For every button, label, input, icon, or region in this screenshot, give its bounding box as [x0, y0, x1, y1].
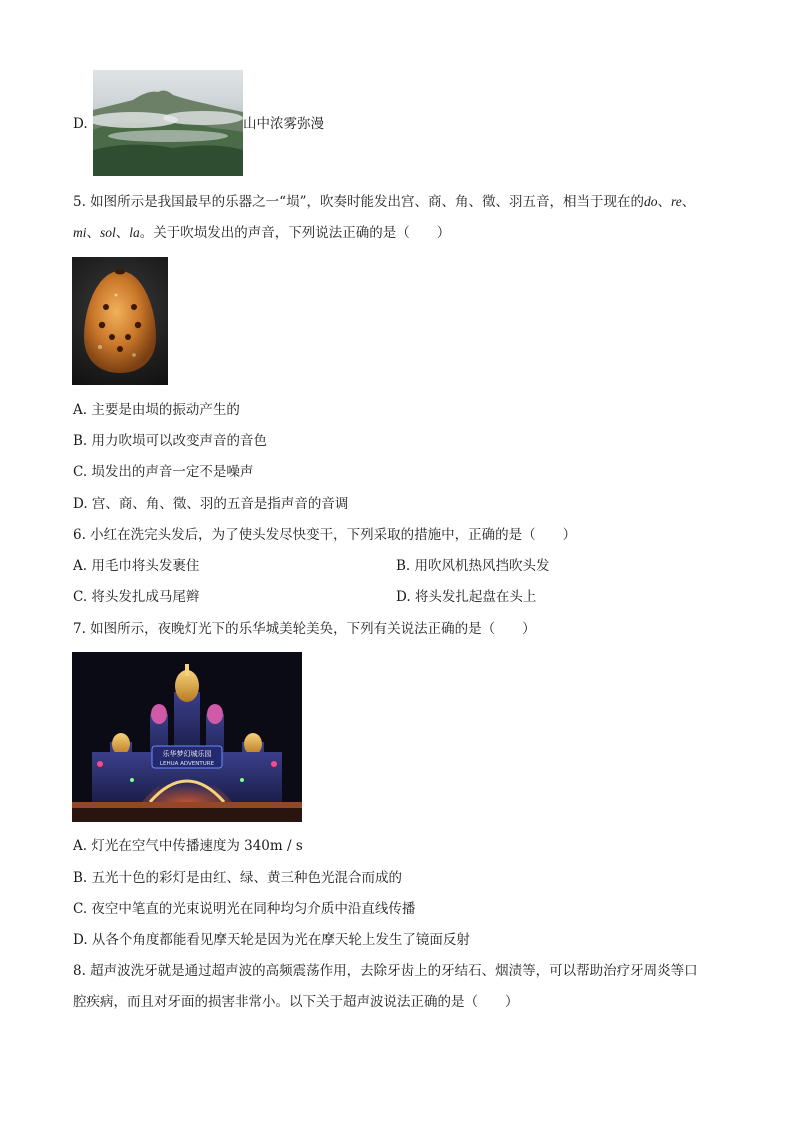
q4-option-d-label: D.: [73, 116, 88, 132]
q5-stem-line1: [73, 193, 695, 211]
q5-note-sol: sol: [100, 225, 116, 240]
q5-stem-suffix: 。关于吹埙发出的声音，下列说法正确的是（ ）: [139, 225, 451, 241]
mountain-fog-image: [93, 70, 243, 176]
q5-sep: 、: [681, 194, 696, 210]
q6-option-c: C. 将头发扎成马尾辫: [73, 589, 200, 605]
xun-instrument-image: [72, 257, 168, 385]
q7-option-c: C. 夜空中笔直的光束说明光在同种均匀介质中沿直线传播: [73, 901, 416, 917]
q4-option-d-text: 山中浓雾弥漫: [243, 116, 324, 132]
q6-stem: 6. 小红在洗完头发后，为了使头发尽快变干，下列采取的措施中，正确的是（ ）: [73, 527, 577, 543]
q5-note-mi: mi: [73, 225, 87, 240]
q5-note-la: la: [129, 225, 140, 240]
q5-option-c: C. 埙发出的声音一定不是噪声: [73, 464, 254, 480]
castle-sign-english: LEHUA ADVENTURE: [159, 761, 215, 767]
q5-note-re: re: [670, 194, 682, 209]
q7-option-a: A. 灯光在空气中传播速度为 340m / s: [73, 838, 303, 854]
q8-stem-line2: 腔疾病，而且对牙面的损害非常小。以下关于超声波说法正确的是（ ）: [73, 994, 519, 1010]
q5-option-a: A. 主要是由埙的振动产生的: [73, 402, 240, 418]
q8-stem-line1: 8. 超声波洗牙就是通过超声波的高频震荡作用，去除牙齿上的牙结石、烟渍等，可以帮助治疗牙周炎等口: [73, 963, 698, 979]
q5-sep: 、: [86, 225, 100, 241]
q5-stem-line2: [73, 224, 450, 242]
q7-stem: 7. 如图所示，夜晚灯光下的乐华城美轮美奂，下列有关说法正确的是（ ）: [73, 621, 536, 637]
castle-sign-chinese: 乐华梦幻城乐园: [162, 750, 212, 758]
q5-option-d: D. 宫、商、角、徵、羽的五音是指声音的音调: [73, 496, 349, 512]
q6-option-d: D. 将头发扎起盘在头上: [396, 589, 537, 605]
q5-stem-prefix: 5. 如图所示是我国最早的乐器之一“埙”，吹奏时能发出宫、商、角、徵、羽五音，相当于现在的: [73, 194, 644, 210]
q7-option-d: D. 从各个角度都能看见摩天轮是因为光在摩天轮上发生了镜面反射: [73, 932, 470, 948]
q6-option-b: B. 用吹风机热风挡吹头发: [396, 558, 550, 574]
q7-option-b: B. 五光十色的彩灯是由红、绿、黄三种色光混合而成的: [73, 870, 403, 886]
q5-sep: 、: [115, 225, 130, 241]
q5-note-do: do: [643, 194, 658, 209]
q6-option-a: A. 用毛巾将头发裹住: [73, 558, 200, 574]
q5-option-b: B. 用力吹埙可以改变声音的音色: [73, 433, 268, 449]
lehua-castle-night-image: [72, 652, 302, 822]
q5-sep: 、: [657, 194, 671, 210]
